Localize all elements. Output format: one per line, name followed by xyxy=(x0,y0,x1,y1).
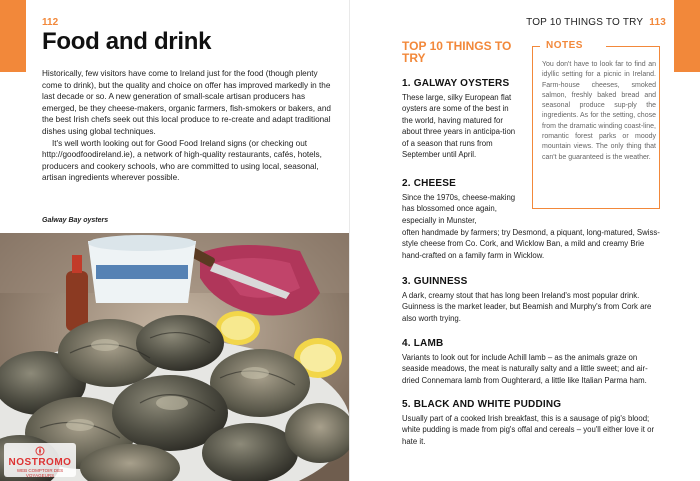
page-number-left: 112 xyxy=(42,17,59,28)
running-head xyxy=(526,17,666,28)
chapter-tab-right xyxy=(674,0,700,72)
photo-caption: Galway Bay oysters xyxy=(42,217,109,224)
watermark-name: NOSTROMO xyxy=(8,457,72,468)
item-2-text-narrow: Since the 1970s, cheese-making has blossomed once again, especially in Munster, xyxy=(402,193,516,225)
notes-title: NOTES xyxy=(546,40,583,51)
item-1-heading: 1. GALWAY OYSTERS xyxy=(402,78,510,89)
item-2-text-wide: often handmade by farmers; try Desmond, a piquant, long-matured, Swiss-style cheese from Co. Cork, and Wicklow Ban, a mild and creamy Brie hand-crafted on a family farm in Wicklow. xyxy=(402,228,660,260)
item-5-heading: 5. BLACK AND WHITE PUDDING xyxy=(402,399,562,410)
item-1-text: These large, silky European flat oysters are some of the best in the world, having matured for about three years in anticipa-tion of a season that runs from September until April. xyxy=(402,93,516,160)
watermark-logo xyxy=(4,443,76,477)
item-4-text: Variants to look out for include Achill lamb – as the animals graze on seaside meadows, the meat is naturally salty and a little sweet; and air-dried Connemara lamb from Oughterard, a little like Italian Parma ham. xyxy=(402,353,648,385)
item-4-heading: 4. LAMB xyxy=(402,338,444,349)
item-2-heading: 2. CHEESE xyxy=(402,178,457,189)
intro-paragraph-2: It's well worth looking out for Good Food Ireland signs (or checking out http://goodfoodireland.ie), a network of high-quality restaurants, cafés, hotels, producers and cookery schools, who are committed to using local, seasonal, artisan ingredients wherever possible. xyxy=(42,138,322,183)
watermark-tagline: WEB COMPTOIR DES VOYAGEURS xyxy=(16,468,64,478)
notes-text: You don't have to look far to find an idyllic setting for a picnic in Ireland. Farm-house cheeses, smoked salmon, freshly baked bread and seasonal produce sup-ply the ingredients. As for the setting, chose from the dramatic winding coast-line, romantic forest parks or moody mountain views. The only thing that can't be guaranteed is the weather. xyxy=(542,61,656,161)
running-head-title: TOP 10 THINGS TO TRY xyxy=(526,17,644,28)
chapter-tab-left xyxy=(0,0,26,72)
item-3-heading: 3. GUINNESS xyxy=(402,276,468,287)
intro-text xyxy=(42,68,336,184)
section-title: TOP 10 THINGS TO TRY xyxy=(402,39,512,65)
right-page xyxy=(350,0,700,481)
notes-rule-right xyxy=(606,46,660,47)
page-title: Food and drink xyxy=(42,28,212,55)
page-number-right: 113 xyxy=(649,17,666,28)
item-5-text: Usually part of a cooked Irish breakfast, this is a sausage of pig's blood; white pudding is made from pig's offal and cereals – you'll either love it or hate it. xyxy=(402,414,655,446)
item-3-text: A dark, creamy stout that has long been Ireland's most popular drink. Guinness is the market leader, but Beamish and Murphy's from Cork are also worth trying. xyxy=(402,291,652,323)
compass-icon xyxy=(34,446,46,456)
notes-rule-left xyxy=(532,46,540,47)
intro-paragraph-1: Historically, few visitors have come to Ireland just for the food (though plenty come to drink), but the quality and choice on offer has improved markedly in the last decade or so. A new generation of small-scale artisan producers has emerged, be they cheese-makers, organic farmers, fish-smokers or bakers, and the best Irish chefs seek out this local produce to re-create and adapt traditional dishes using global techniques. xyxy=(42,69,331,136)
